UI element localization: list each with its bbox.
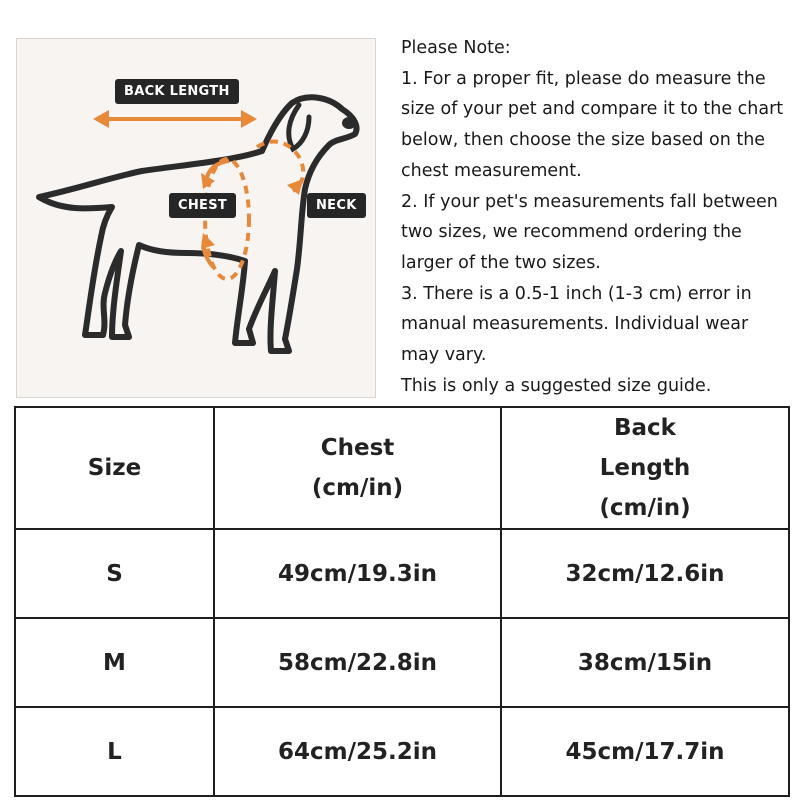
back-length-arrow-icon [93, 110, 257, 128]
cell-back-length: 45cm/17.7in [501, 707, 789, 796]
back-length-label: BACK LENGTH [115, 79, 239, 104]
cell-back-length: 38cm/15in [501, 618, 789, 707]
header-back-length [501, 407, 789, 529]
header-back-length-line: (cm/in) [599, 495, 691, 521]
header-chest-line: (cm/in) [311, 475, 404, 501]
dog-measurement-illustration [16, 38, 376, 398]
cell-chest: 58cm/22.8in [214, 618, 501, 707]
header-size [15, 407, 214, 529]
header-chest-line: Chest [320, 435, 395, 461]
dog-outline-icon [39, 97, 356, 351]
cell-chest: 49cm/19.3in [214, 529, 501, 618]
notes-heading: Please Note: [401, 38, 511, 58]
notes-line: manual measurements. Individual wear [401, 314, 749, 335]
size-notes [401, 33, 796, 401]
cell-size: S [15, 529, 214, 618]
notes-line: 2. If your pet's measurements fall between [401, 191, 778, 212]
table-row [15, 618, 789, 707]
header-back-length-line: Back [614, 415, 676, 441]
dog-ear-icon [289, 105, 309, 149]
cell-size: M [15, 618, 214, 707]
cell-chest: 64cm/25.2in [214, 707, 501, 796]
neck-label: NECK [307, 193, 366, 218]
chest-label: CHEST [169, 193, 236, 218]
notes-line: chest measurement. [401, 160, 582, 181]
notes-line: 3. There is a 0.5-1 inch (1-3 cm) error in [401, 283, 752, 304]
header-back-length-line: Length [599, 455, 691, 481]
notes-line: larger of the two sizes. [401, 252, 601, 273]
notes-line: 1. For a proper fit, please do measure the [401, 68, 766, 89]
notes-line: This is only a suggested size guide. [401, 375, 712, 396]
notes-line: two sizes, we recommend ordering the [401, 222, 742, 243]
notes-line: may vary. [401, 345, 487, 366]
table-header-row [15, 407, 789, 529]
size-chart-table [14, 406, 790, 797]
cell-back-length: 32cm/12.6in [501, 529, 789, 618]
table-row [15, 707, 789, 796]
header-size-label: Size [87, 455, 142, 481]
cell-size: L [15, 707, 214, 796]
table-row [15, 529, 789, 618]
chest-measure-arrow-icon [201, 159, 249, 279]
notes-line: size of your pet and compare it to the chart [401, 99, 784, 120]
dog-nose-icon [342, 117, 356, 129]
notes-line: below, then choose the size based on the [401, 130, 766, 151]
header-chest [214, 407, 501, 529]
